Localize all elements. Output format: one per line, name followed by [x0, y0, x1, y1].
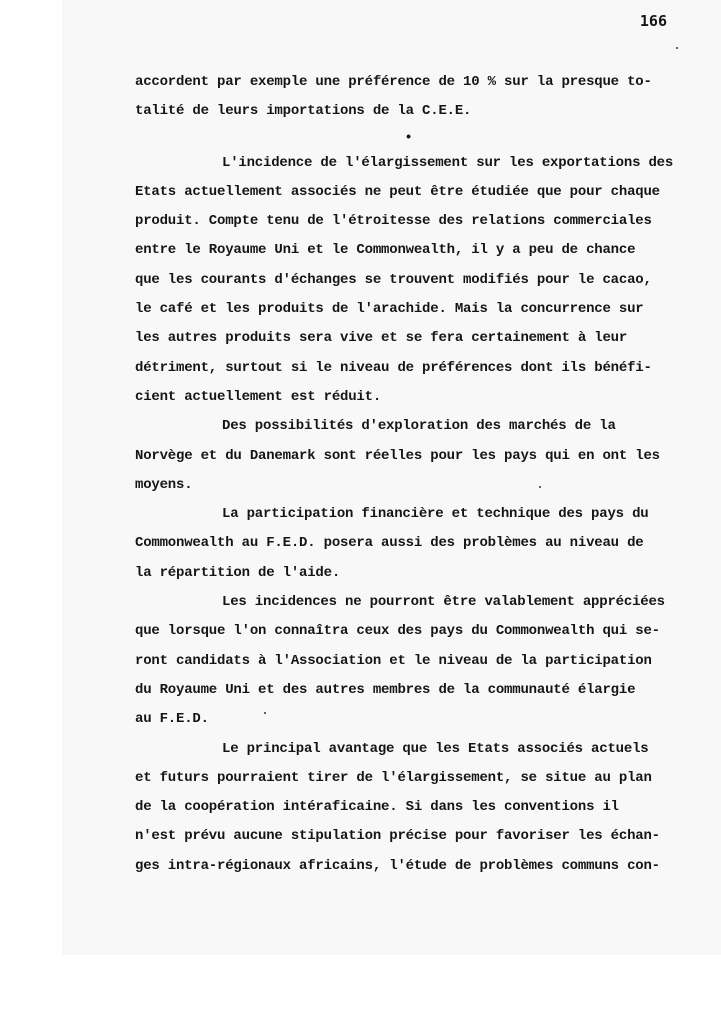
text-line: entre le Royaume Uni et le Commonwealth, il y a peu de chance: [135, 242, 636, 259]
text-line: Les incidences ne pourront être valablement appréciées: [222, 594, 665, 611]
document-body: [135, 68, 707, 881]
text-line: Le principal avantage que les Etats associés actuels: [222, 740, 649, 757]
text-line: accordent par exemple une préférence de 10 % sur la presque to-: [135, 74, 652, 90]
page-number: 166: [639, 12, 667, 30]
stray-mark: [676, 47, 678, 49]
text-line: n'est prévu aucune stipulation précise pour favoriser les échan-: [135, 828, 660, 845]
text-line: les autres produits sera vive et se fera certainement à leur: [135, 330, 628, 347]
text-line: que lorsque l'on connaîtra ceux des pays du Commonwealth qui se-: [135, 623, 660, 640]
text-line: Des possibilités d'exploration des marchés de la: [222, 418, 616, 435]
text-line: Etats actuellement associés ne peut être étudiée que pour chaque: [135, 183, 660, 200]
text-line: du Royaume Uni et des autres membres de la communauté élargie: [135, 681, 636, 698]
text-line: ges intra-régionaux africains, l'étude de problèmes communs con-: [135, 857, 660, 874]
text-line: produit. Compte tenu de l'étroitesse des relations commerciales: [135, 213, 652, 230]
text-line: au F.E.D.: [135, 711, 209, 728]
text-line: et futurs pourraient tirer de l'élargissement, se situe au plan: [135, 769, 652, 786]
text-line: de la coopération intéraficaine. Si dans les conventions il: [135, 799, 619, 816]
text-line: détriment, surtout si le niveau de préférences dont ils bénéfi-: [135, 359, 652, 376]
text-line: L'incidence de l'élargissement sur les exportations des: [222, 154, 674, 171]
text-line: Commonwealth au F.E.D. posera aussi des problèmes au niveau de: [135, 535, 644, 552]
text-line: La participation financière et technique des pays du: [222, 506, 649, 523]
text-line: ront candidats à l'Association et le niveau de la participation: [135, 652, 652, 669]
text-line: que les courants d'échanges se trouvent modifiés pour le cacao,: [135, 271, 652, 288]
text-line: cient actuellement est réduit.: [135, 388, 382, 405]
text-line: le café et les produits de l'arachide. Mais la concurrence sur: [135, 301, 644, 318]
text-line: moyens.: [135, 476, 193, 493]
text-line: Norvège et du Danemark sont réelles pour les pays qui en ont les: [135, 447, 660, 464]
separator-mark: •: [404, 129, 413, 146]
text-line: la répartition de l'aide.: [135, 564, 341, 581]
text-line: talité de leurs importations de la C.E.E.: [135, 103, 472, 120]
